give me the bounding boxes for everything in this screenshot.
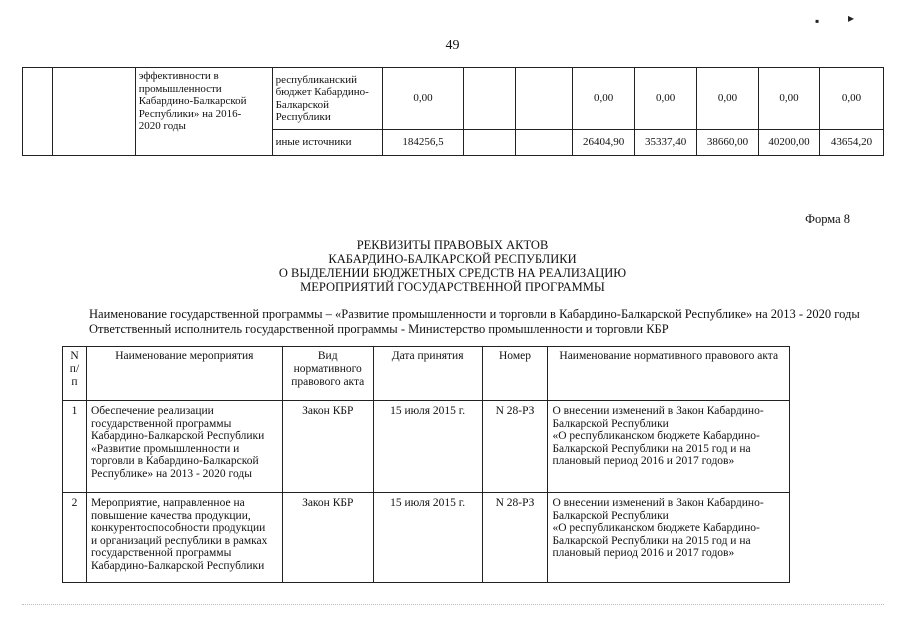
value-cell: 35337,40 <box>635 130 697 156</box>
column-header-date: Дата принятия <box>373 347 482 401</box>
column-header-event: Наименование мероприятия <box>86 347 282 401</box>
value-cell: 43654,20 <box>819 130 883 156</box>
column-header-num: N п/п <box>63 347 87 401</box>
act-number-cell: N 28-РЗ <box>482 401 548 493</box>
value-cell: 26404,90 <box>573 130 635 156</box>
column-header-number: Номер <box>482 347 548 401</box>
funding-source-cell: иные источники <box>272 130 382 156</box>
title-line: МЕРОПРИЯТИЙ ГОСУДАРСТВЕННОЙ ПРОГРАММЫ <box>300 280 605 294</box>
value-cell: 38660,00 <box>697 130 759 156</box>
value-cell: 0,00 <box>635 68 697 130</box>
table-row <box>23 68 884 130</box>
table-cell <box>464 130 516 156</box>
value-cell: 0,00 <box>697 68 759 130</box>
program-name-line: Наименование государственной программы – «Развитие промышленности и торговли в Кабардино-Балкарской Республике» на 2013 - 2020 годы <box>89 307 860 321</box>
table-cell <box>516 68 573 130</box>
total-cell: 184256,5 <box>382 130 464 156</box>
program-name-cell: эффективности в промышленности Кабардино-Балкарской Республики» на 2016- 2020 годы <box>135 68 272 156</box>
table-header-row <box>63 347 790 401</box>
row-number: 1 <box>63 401 87 493</box>
table-cell <box>516 130 573 156</box>
column-header-act-name: Наименование нормативного правового акта <box>548 347 790 401</box>
act-number-cell: N 28-РЗ <box>482 493 548 583</box>
act-type-cell: Закон КБР <box>282 493 373 583</box>
event-name-cell: Обеспечение реализации государственной программы Кабардино-Балкарской Республики «Развитие промышленности и торговли в Кабардино-Балкарской Республике» на 2013 - 2020 годы <box>86 401 282 493</box>
act-name-cell: О внесении изменений в Закон Кабардино- Балкарской Республики «О республиканском бюджете Кабардино- Балкарской Республики на 2015 год и на плановый период 2016 и 2017 годов» <box>548 493 790 583</box>
scan-mark: ▸ <box>848 11 855 25</box>
funding-table <box>22 67 884 156</box>
value-cell: 0,00 <box>759 68 820 130</box>
scan-mark: ▪ <box>815 14 820 28</box>
row-number: 2 <box>63 493 87 583</box>
executor-line: Ответственный исполнитель государственной программы - Министерство промышленности и торговли КБР <box>89 322 669 336</box>
table-cell <box>464 68 516 130</box>
act-date-cell: 15 июля 2015 г. <box>373 401 482 493</box>
form-label: Форма 8 <box>805 212 850 226</box>
table-cell <box>52 68 135 156</box>
act-name-cell: О внесении изменений в Закон Кабардино- Балкарской Республики «О республиканском бюджете Кабардино- Балкарской Республики на 2015 год и на плановый период 2016 и 2017 годов» <box>548 401 790 493</box>
value-cell: 40200,00 <box>759 130 820 156</box>
table-row <box>63 401 790 493</box>
act-type-cell: Закон КБР <box>282 401 373 493</box>
total-cell: 0,00 <box>382 68 464 130</box>
column-header-act-type: Вид нормативного правового акта <box>282 347 373 401</box>
table-row <box>63 493 790 583</box>
act-date-cell: 15 июля 2015 г. <box>373 493 482 583</box>
table-cell <box>23 68 53 156</box>
funding-source-cell: республиканский бюджет Кабардино- Балкарской Республики <box>272 68 382 130</box>
page-bottom-rule <box>22 604 884 605</box>
document-title <box>0 238 905 294</box>
page-number: 49 <box>445 38 460 53</box>
title-line: КАБАРДИНО-БАЛКАРСКОЙ РЕСПУБЛИКИ <box>328 252 577 266</box>
value-cell: 0,00 <box>573 68 635 130</box>
title-line: О ВЫДЕЛЕНИИ БЮДЖЕТНЫХ СРЕДСТВ НА РЕАЛИЗАЦИЮ <box>278 266 627 280</box>
title-line: РЕКВИЗИТЫ ПРАВОВЫХ АКТОВ <box>356 238 549 252</box>
value-cell: 0,00 <box>819 68 883 130</box>
legal-acts-table <box>62 346 790 583</box>
event-name-cell: Мероприятие, направленное на повышение качества продукции, конкурентоспособности продукции и организаций республики в рамках государственной программы Кабардино-Балкарской Республики <box>86 493 282 583</box>
